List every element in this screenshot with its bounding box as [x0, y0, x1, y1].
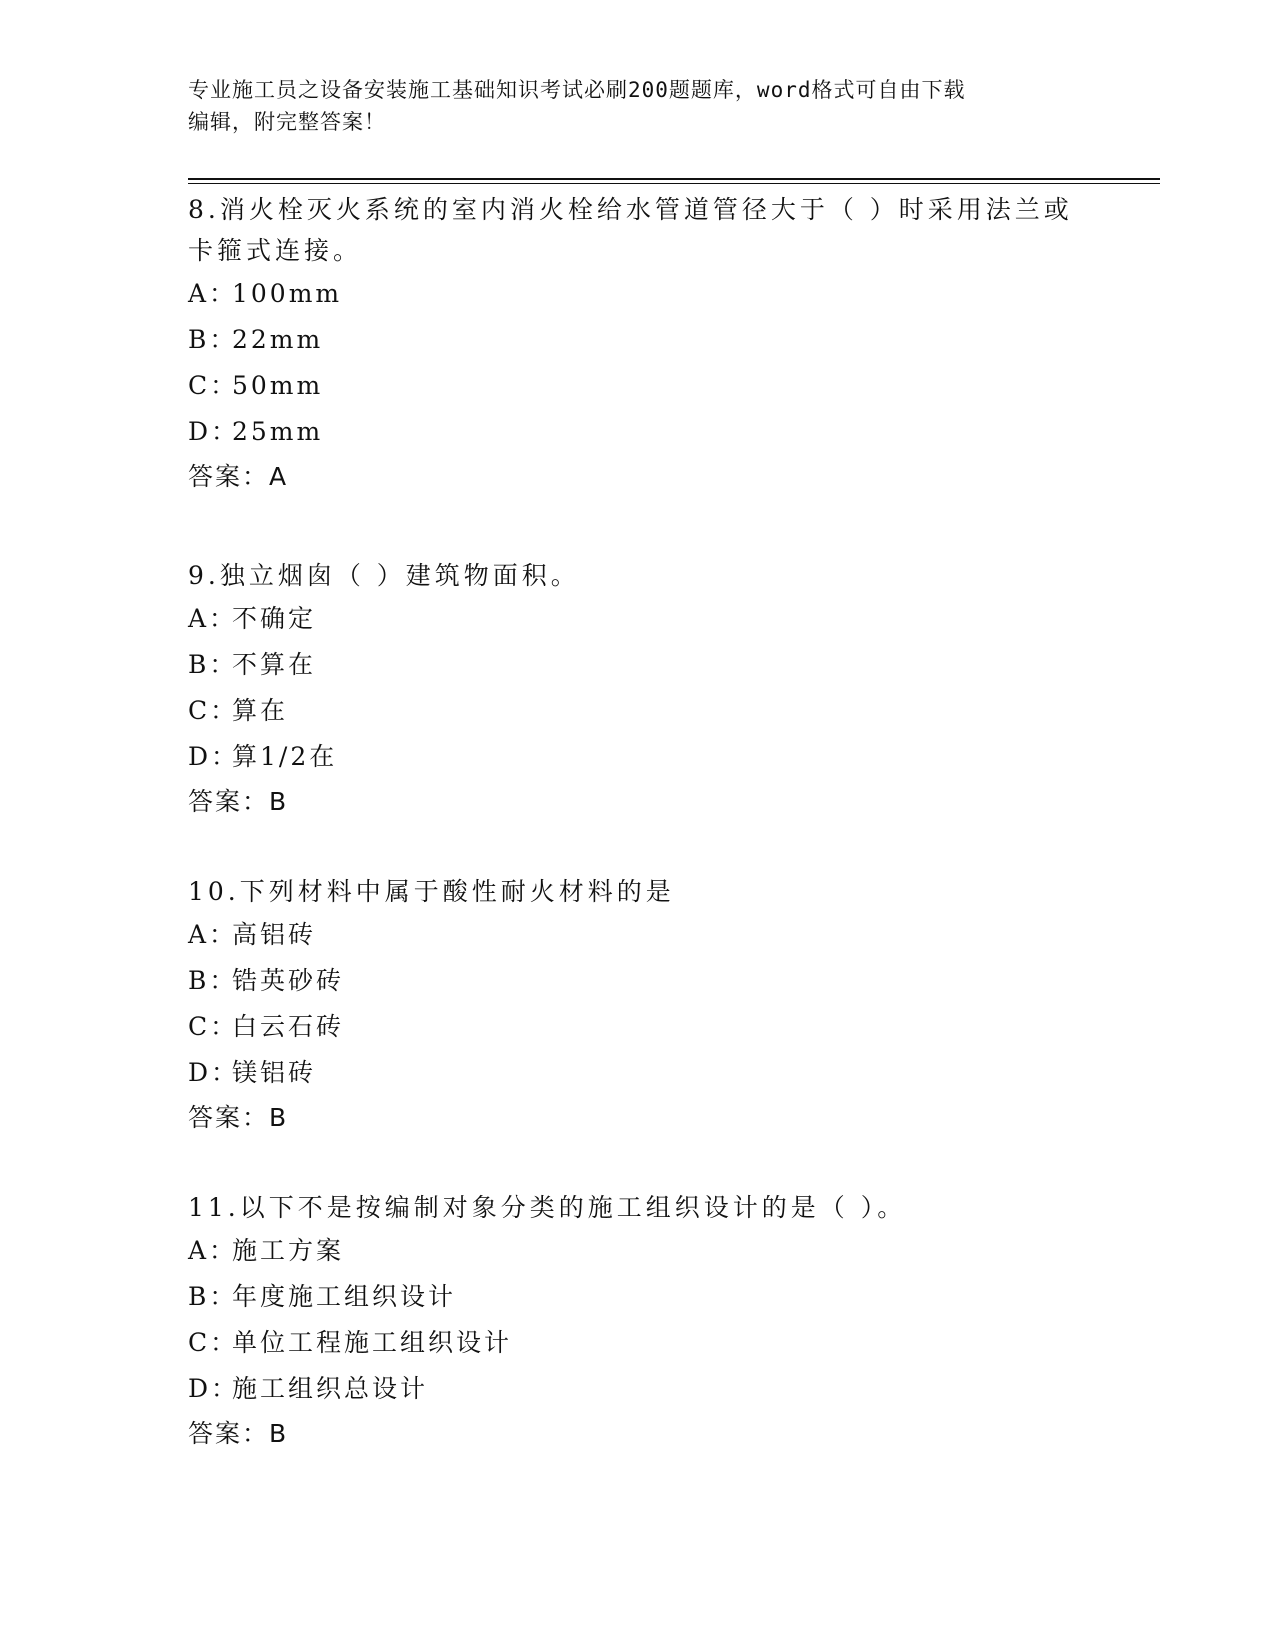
option-key: C：: [188, 371, 239, 400]
header-line-2: 编辑，附完整答案！: [188, 110, 386, 134]
option-text: 镁铝砖: [232, 1058, 317, 1087]
option-text: 50mm: [232, 371, 324, 400]
document-header: [188, 74, 1088, 138]
option-text: 25mm: [232, 417, 324, 446]
question-11: [188, 1187, 1088, 1456]
option-key: A：: [188, 604, 238, 633]
question-stem: [188, 189, 1088, 271]
question-stem: [188, 555, 1088, 596]
option-key: B：: [188, 1282, 238, 1311]
option-key: C：: [188, 696, 239, 725]
option-key: D：: [188, 417, 240, 446]
option-text: 算在: [232, 696, 289, 725]
option-key: D：: [188, 742, 240, 771]
option-key: B：: [188, 650, 238, 679]
option-a: [188, 1228, 1088, 1274]
option-key: B：: [188, 325, 238, 354]
option-key: B：: [188, 966, 238, 995]
option-a: [188, 912, 1088, 958]
option-text: 锆英砂砖: [232, 966, 345, 995]
header-line-1: 专业施工员之设备安装施工基础知识考试必刷200题题库，word格式可自由下载: [188, 78, 966, 102]
option-key: D：: [188, 1374, 240, 1403]
option-b: [188, 317, 1088, 363]
option-d: [188, 1050, 1088, 1096]
question-10: [188, 871, 1088, 1140]
option-key: A：: [188, 279, 238, 308]
option-c: [188, 1320, 1088, 1366]
option-text: 不算在: [232, 650, 317, 679]
option-text: 100mm: [232, 279, 343, 308]
answer-text: 答案：B: [188, 1103, 289, 1132]
question-stem: [188, 1187, 1088, 1228]
option-text: 施工方案: [232, 1236, 345, 1265]
question-stem-line-1: 11.以下不是按编制对象分类的施工组织设计的是（ ）。: [188, 1193, 907, 1222]
option-text: 22mm: [232, 325, 324, 354]
answer-text: 答案：B: [188, 1419, 289, 1448]
question-9: [188, 555, 1088, 824]
question-8: [188, 189, 1088, 499]
option-key: A：: [188, 920, 238, 949]
option-c: [188, 688, 1088, 734]
option-text: 白云石砖: [232, 1012, 345, 1041]
answer-text: 答案：B: [188, 787, 289, 816]
question-stem-line-1: 8.消火栓灭火系统的室内消火栓给水管道管径大于（ ）时采用法兰或: [188, 195, 1073, 224]
option-key: C：: [188, 1012, 239, 1041]
answer-text: 答案：A: [188, 462, 289, 491]
option-key: C：: [188, 1328, 239, 1357]
option-d: [188, 1366, 1088, 1412]
option-b: [188, 958, 1088, 1004]
option-b: [188, 1274, 1088, 1320]
option-a: [188, 596, 1088, 642]
option-a: [188, 271, 1088, 317]
option-key: D：: [188, 1058, 240, 1087]
option-text: 施工组织总设计: [232, 1374, 429, 1403]
option-d: [188, 734, 1088, 780]
question-stem: [188, 871, 1088, 912]
question-stem-line-2: 卡箍式连接。: [188, 236, 363, 265]
question-stem-line-1: 10.下列材料中属于酸性耐火材料的是: [188, 877, 675, 906]
option-text: 单位工程施工组织设计: [232, 1328, 513, 1357]
option-b: [188, 642, 1088, 688]
option-c: [188, 363, 1088, 409]
question-stem-line-1: 9.独立烟囱（ ）建筑物面积。: [188, 561, 580, 590]
header-divider-thick: [188, 178, 1160, 180]
option-c: [188, 1004, 1088, 1050]
option-text: 高铝砖: [232, 920, 317, 949]
option-text: 不确定: [232, 604, 317, 633]
header-divider-thin: [188, 183, 1160, 184]
option-key: A：: [188, 1236, 238, 1265]
option-text: 算1/2在: [232, 742, 338, 771]
option-text: 年度施工组织设计: [232, 1282, 457, 1311]
option-d: [188, 409, 1088, 455]
